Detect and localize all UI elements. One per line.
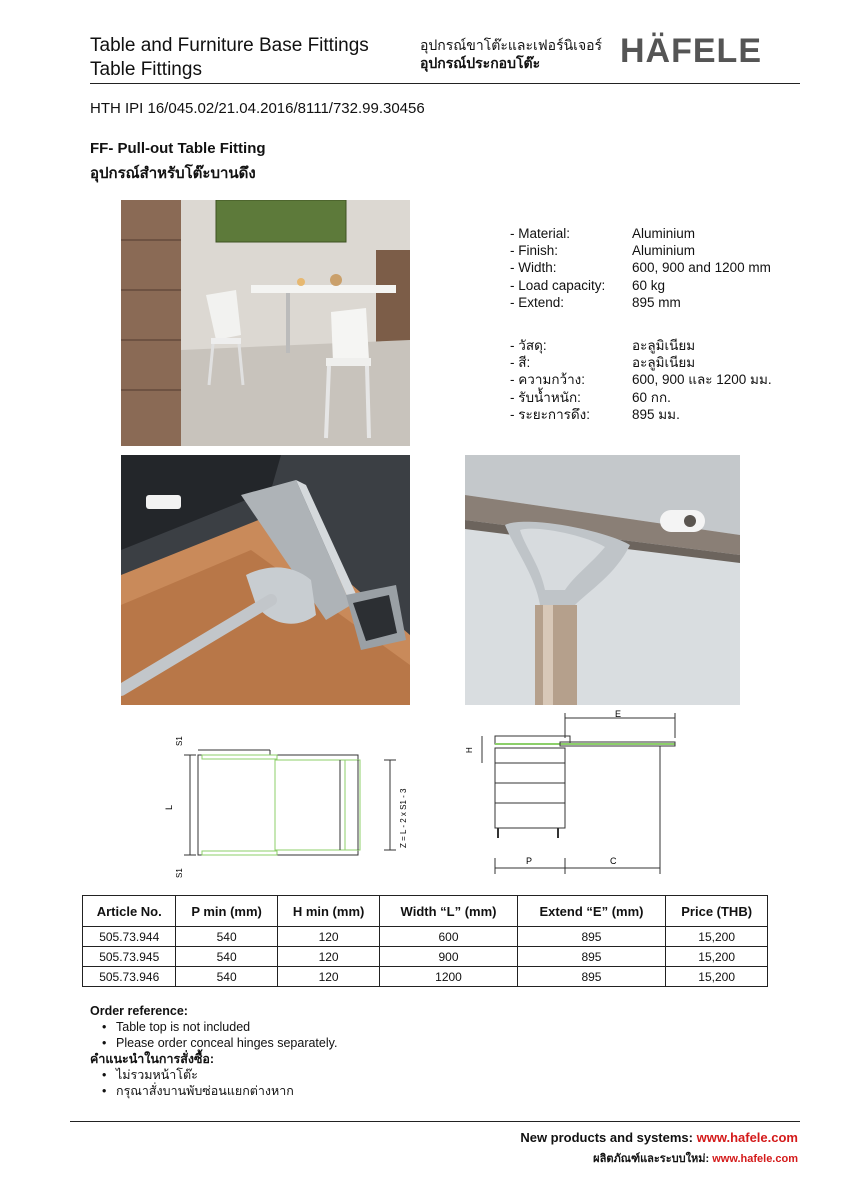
footer-divider [70, 1121, 800, 1122]
spec-value: 60 kg [632, 277, 666, 293]
spec-label: - Extend: [510, 294, 565, 310]
table-cell: 895 [517, 927, 666, 947]
table-cell: 900 [380, 947, 517, 967]
footer-link-th[interactable]: www.hafele.com [712, 1153, 798, 1165]
table-cell: 895 [517, 967, 666, 987]
table-cell: 600 [380, 927, 517, 947]
table-cell: 505.73.945 [83, 947, 176, 967]
spec-label: - สี: [510, 355, 531, 371]
header-title-en-line1: Table and Furniture Base Fittings [90, 35, 369, 56]
list-item: • กรุณาสั่งบานพับซ่อนแยกต่างหาก [116, 1083, 337, 1099]
spec-label: - ความกว้าง: [510, 372, 586, 388]
l-label: L [164, 804, 174, 810]
spec-row [510, 389, 772, 406]
spec-value: อะลูมิเนียม [632, 355, 696, 371]
header-title-en-line2: Table Fittings [90, 59, 202, 80]
footer-label-en: New products and systems: [520, 1130, 693, 1145]
article-table [82, 895, 768, 987]
table-cell: 15,200 [666, 967, 768, 987]
order-list-en [90, 1019, 337, 1051]
list-item: • Please order conceal hinges separately. [116, 1035, 337, 1051]
spec-row [510, 294, 771, 311]
spec-value: 895 mm [632, 294, 681, 310]
h-label: H [465, 747, 474, 753]
spec-row [510, 337, 772, 354]
table-cell: 15,200 [666, 947, 768, 967]
spec-value: 600, 900 and 1200 mm [632, 260, 771, 276]
column-header: Price (THB) [666, 896, 768, 927]
table-cell: 540 [176, 967, 277, 987]
z-label: Z = L - 2 x S1 - 3 [399, 788, 408, 848]
spec-value: Aluminium [632, 243, 696, 259]
table-cell: 120 [277, 967, 380, 987]
table-cell: 540 [176, 947, 277, 967]
spec-value: 600, 900 และ 1200 มม. [632, 372, 772, 388]
table-cell: 540 [176, 927, 277, 947]
top-view-drawing [160, 730, 420, 880]
spec-label: - ระยะการดึง: [510, 406, 591, 422]
spec-row [510, 406, 772, 423]
hafele-logo: HÄFELE [620, 32, 762, 70]
spec-row [510, 354, 772, 371]
order-list-th [90, 1067, 337, 1099]
header-title-en [90, 34, 369, 82]
footer-label-th: ผลิตภัณฑ์และระบบใหม่: [593, 1153, 710, 1165]
document-reference: HTH IPI 16/045.02/21.04.2016/8111/732.99.30456 [90, 100, 425, 117]
spec-value: 895 มม. [632, 406, 680, 422]
s1-bottom-label: S1 [175, 868, 184, 878]
spec-row [510, 225, 771, 242]
table-header-row [83, 896, 768, 927]
c-label: C [610, 856, 617, 866]
table-cell: 120 [277, 927, 380, 947]
table-row [83, 927, 768, 947]
footer-link-en[interactable]: www.hafele.com [696, 1130, 798, 1145]
spec-label: - รับน้ำหนัก: [510, 389, 581, 405]
spec-value: Aluminium [632, 226, 696, 241]
spec-label: - Finish: [510, 243, 559, 259]
list-item: • Table top is not included [116, 1019, 337, 1035]
table-cell: 505.73.946 [83, 967, 176, 987]
table-row [83, 947, 768, 967]
p-label: P [526, 856, 533, 866]
column-header: P min (mm) [176, 896, 277, 927]
order-reference [90, 1003, 337, 1099]
spec-row [510, 371, 772, 388]
spec-row [510, 242, 771, 259]
header-divider [90, 83, 800, 84]
spec-label: - Width: [510, 260, 557, 276]
table-cell: 15,200 [666, 927, 768, 947]
product-title-th: อุปกรณ์สำหรับโต๊ะบานดึง [90, 165, 256, 182]
table-cell: 120 [277, 947, 380, 967]
order-heading-th: คำแนะนำในการสั่งซื้อ: [90, 1052, 215, 1066]
room-scene-photo [121, 200, 410, 446]
header-title-th-line2: อุปกรณ์ประกอบโต๊ะ [420, 55, 541, 71]
product-title-en: FF- Pull-out Table Fitting [90, 140, 266, 157]
order-heading-en: Order reference: [90, 1004, 188, 1018]
spec-value: 60 กก. [632, 389, 671, 405]
e-label: E [615, 709, 622, 719]
column-header: Extend “E” (mm) [517, 896, 666, 927]
spec-label: - วัสดุ: [510, 338, 547, 353]
specifications-en [510, 225, 771, 311]
column-header: Article No. [83, 896, 176, 927]
footer-line-th [593, 1149, 798, 1167]
table-cell: 1200 [380, 967, 517, 987]
fitting-closeup-photo [121, 455, 410, 705]
handle-closeup-photo [465, 455, 740, 705]
table-row [83, 967, 768, 987]
spec-label: - Material: [510, 226, 571, 241]
s1-top-label: S1 [175, 736, 184, 746]
column-header: Width “L” (mm) [380, 896, 517, 927]
spec-label: - Load capacity: [510, 277, 606, 293]
spec-row [510, 259, 771, 276]
specifications-th [510, 337, 772, 423]
column-header: H min (mm) [277, 896, 380, 927]
side-view-drawing [460, 708, 685, 883]
list-item: • ไม่รวมหน้าโต๊ะ [116, 1067, 337, 1083]
header-title-th [420, 36, 602, 72]
spec-row [510, 277, 771, 294]
table-cell: 505.73.944 [83, 927, 176, 947]
table-cell: 895 [517, 947, 666, 967]
spec-value: อะลูมิเนียม [632, 338, 696, 353]
footer-line-en [520, 1130, 798, 1145]
header-title-th-line1: อุปกรณ์ขาโต๊ะและเฟอร์นิเจอร์ [420, 37, 603, 53]
